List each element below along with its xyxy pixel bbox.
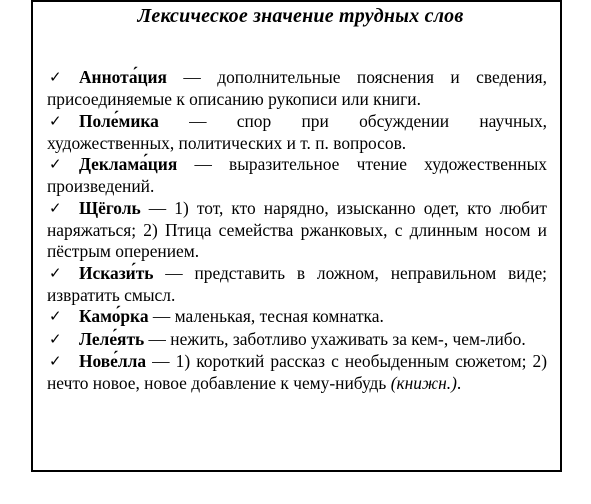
list-item-shchegol xyxy=(47,198,547,263)
entry-term: Камо́рка xyxy=(79,306,149,327)
entry-term: Деклама́ция xyxy=(79,154,178,175)
entry-note: (книжн.) xyxy=(390,373,457,394)
list-item-novella xyxy=(47,351,547,395)
list-item-annotatsiya xyxy=(47,67,547,111)
checkmark-icon: ✓ xyxy=(49,198,62,217)
entry-definition: — 1) короткий рассказ с необыденным сюжетом; 2) нечто новое, новое добавление к чему-нибудь xyxy=(47,350,547,394)
checkmark-icon: ✓ xyxy=(49,263,62,282)
checkmark-icon: ✓ xyxy=(49,155,62,174)
page-title: Лексическое значение трудных слов xyxy=(137,5,464,27)
list-item-deklamatsiya xyxy=(47,154,547,198)
entry-definition: — нежить, заботливо ухаживать за кем-, чем-либо. xyxy=(144,328,526,349)
vocabulary-card xyxy=(31,0,562,472)
checkmark-icon: ✓ xyxy=(49,307,62,326)
checkmark-icon: ✓ xyxy=(49,111,62,130)
entry-definition: — дополнительные пояснения и сведения, присоединяемые к описанию рукописи или книги. xyxy=(47,67,547,110)
checkmark-icon: ✓ xyxy=(49,351,62,370)
entry-end: . xyxy=(456,373,462,394)
entry-term: Аннота́ция xyxy=(79,67,167,87)
list-item-kamorka xyxy=(47,306,547,328)
list-item-leleyat xyxy=(47,329,547,351)
entry-definition: — выразительное чтение художественных произведений. xyxy=(47,154,547,197)
entry-term: Щёголь xyxy=(79,197,141,218)
entry-term: Леле́ять xyxy=(79,328,145,349)
entry-definition: — маленькая, тесная комнатка. xyxy=(148,306,384,327)
entry-term: Нове́лла xyxy=(79,350,147,371)
entry-term: Искази́ть xyxy=(79,262,154,283)
vocabulary-list xyxy=(47,67,547,394)
entry-definition: — спор при обсуждении научных, художественных, политических и т. п. вопросов. xyxy=(47,110,547,153)
list-item-iskazit xyxy=(47,263,547,307)
checkmark-icon: ✓ xyxy=(49,68,62,86)
entry-definition: — 1) тот, кто нарядно, изысканно одет, кто любит наряжаться; 2) Птица семейства ржанковых, с длинным носом и пёстрым оперением. xyxy=(47,197,547,262)
checkmark-icon: ✓ xyxy=(49,329,62,348)
entry-term: Поле́мика xyxy=(79,110,159,131)
entry-definition: — представить в ложном, неправильном виде; извратить смысл. xyxy=(47,262,547,305)
list-item-polemika xyxy=(47,111,547,155)
